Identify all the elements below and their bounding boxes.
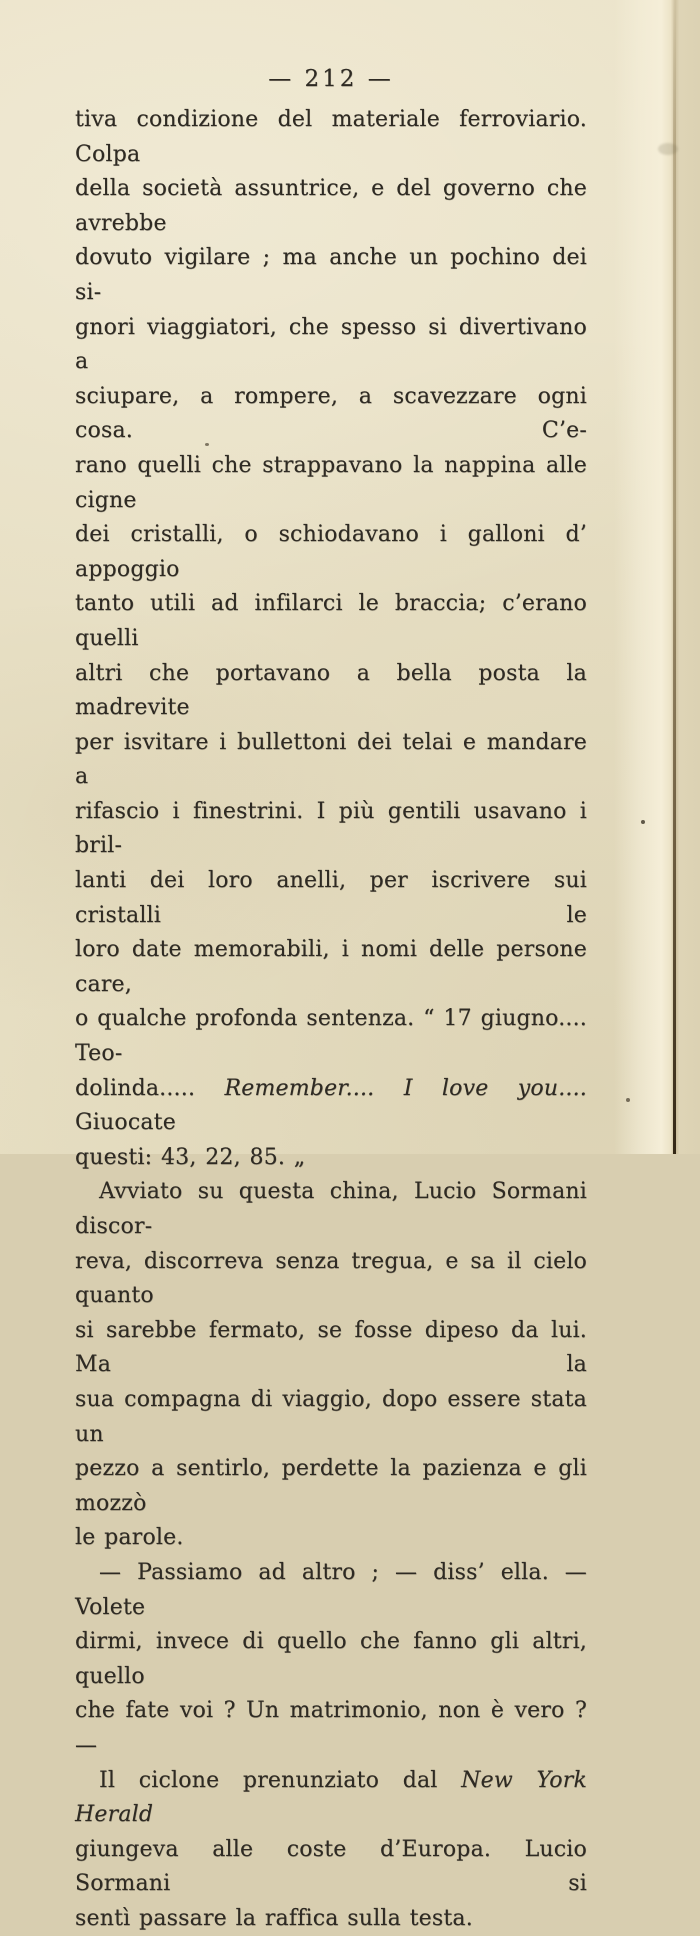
text-segment: gnori viaggiatori, che spesso si divertivano a <box>75 314 587 375</box>
text-segment: tiva condizione del materiale ferroviario. Colpa <box>75 107 587 167</box>
paper-speck <box>641 820 645 824</box>
text-line <box>75 449 587 518</box>
text-line <box>75 1314 587 1383</box>
text-line <box>75 1902 587 1936</box>
text-segment: Avviato su questa china, Lucio Sormani discor- <box>75 1179 587 1239</box>
text-segment: o qualche profonda sentenza. “ 17 giugno.... Teo- <box>75 1006 587 1067</box>
text-line <box>75 172 587 241</box>
text-line <box>75 1245 587 1314</box>
text-line <box>75 1072 587 1141</box>
text-line <box>75 1175 587 1244</box>
text-segment: Giuocate <box>75 1110 176 1136</box>
text-line <box>75 1694 587 1763</box>
text-segment: rifascio i finestrini. I più gentili usavano i bril- <box>75 798 587 859</box>
text-segment: — Passiamo ad altro ; — diss’ ella. — Volete <box>75 1559 587 1620</box>
text-segment: dolinda..... <box>75 1075 225 1101</box>
text-segment: altri che portavano a bella posta la madrevite <box>75 660 587 721</box>
text-segment: le parole. <box>75 1525 184 1551</box>
text-line <box>75 380 587 449</box>
text-segment: sentì passare la raffica sulla testa. <box>75 1905 473 1931</box>
text-segment: dirmi, invece di quello che fanno gli altri, quello <box>75 1629 587 1689</box>
text-line <box>75 657 587 726</box>
text-segment: sua compagna di viaggio, dopo essere stata un <box>75 1386 587 1447</box>
text-line <box>75 726 587 795</box>
text-segment <box>374 1076 403 1101</box>
text-line <box>75 795 587 864</box>
text-segment: della società assuntrice, e del governo che avrebbe <box>75 176 587 236</box>
text-segment: reva, discorreva senza tregua, e sa il cielo quanto <box>75 1248 587 1309</box>
text-segment: che fate voi ? Un matrimonio, non è vero ? — <box>75 1698 587 1758</box>
page-number: — 212 — <box>268 66 394 92</box>
text-line <box>75 1625 587 1694</box>
text-line <box>75 1521 587 1556</box>
text-segment: per isvitare i bullettoni dei telai e mandare a <box>75 729 587 790</box>
text-line <box>75 1452 587 1521</box>
text-segment: Il ciclone prenunziato dal <box>99 1767 462 1793</box>
text-segment: dei cristalli, o schiodavano i galloni d’ appoggio <box>75 522 587 582</box>
italic-text-segment: I love you.... <box>403 1075 587 1101</box>
text-line <box>75 1764 587 1833</box>
text-line <box>75 241 587 310</box>
text-segment: questi: 43, 22, 85. „ <box>75 1144 306 1170</box>
text-segment: dovuto vigilare ; ma anche un pochino dei si- <box>75 245 587 305</box>
text-line <box>75 864 587 933</box>
text-segment: rano quelli che strappavano la nappina alle cigne <box>75 452 587 513</box>
text-line <box>75 1383 587 1452</box>
text-segment: giungeva alle coste d’Europa. Lucio Sormani si <box>75 1836 587 1897</box>
text-block <box>75 103 587 1936</box>
text-line <box>75 1833 587 1902</box>
text-segment: sciupare, a rompere, a scavezzare ogni cosa. C’e- <box>75 383 587 444</box>
text-line <box>75 518 587 587</box>
text-line <box>75 103 587 172</box>
text-segment: loro date memorabili, i nomi delle persone care, <box>75 937 587 997</box>
text-line <box>75 1002 587 1071</box>
text-line <box>75 311 587 380</box>
text-segment: lanti dei loro anelli, per iscrivere sui cristalli le <box>75 868 587 928</box>
page-edge-curl <box>614 0 700 1154</box>
text-line <box>75 1141 587 1176</box>
paper-smudge <box>658 143 678 155</box>
text-segment: si sarebbe fermato, se fosse dipeso da lui. Ma la <box>75 1317 587 1378</box>
page-crease-shadow <box>673 0 676 1154</box>
text-line <box>75 1556 587 1625</box>
text-segment: tanto utili ad infilarci le braccia; c’erano quelli <box>75 591 587 651</box>
text-line <box>75 933 587 1002</box>
paper-speck <box>626 1098 630 1102</box>
italic-text-segment: New York Herald <box>75 1767 587 1828</box>
italic-text-segment: Remember.... <box>224 1075 375 1101</box>
text-line <box>75 587 587 656</box>
text-segment: pezzo a sentirlo, perdette la pazienza e gli mozzò <box>75 1456 587 1516</box>
